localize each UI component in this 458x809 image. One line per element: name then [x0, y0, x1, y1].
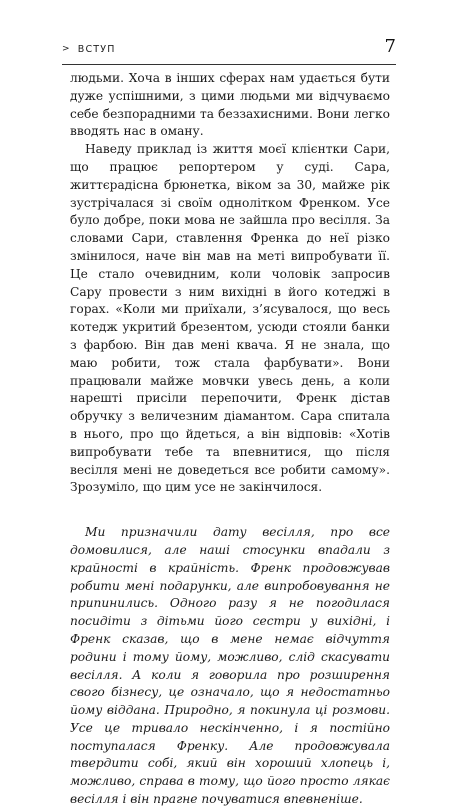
running-head-title: ВСТУП [77, 44, 116, 55]
page-body [70, 70, 390, 809]
header-divider [62, 64, 396, 65]
page-number: 7 [384, 36, 396, 57]
page-header [62, 36, 396, 60]
body-paragraph: Наведу приклад із життя моєї клієнтки Сари, що працює репортером у суді. Сара, життєрадісна брюнетка, віком за 30, майже рік зустрічалася зі своїм однолітком Френком. Усе було добре, поки мова не зайшла про весілля. За словами Сари, ставлення Френка до неї різко змінилося, наче він мав на меті випробувати її. Це стало очевидним, коли чоловік запросив Сару провести з ним вихідні в його котеджі в горах. «Коли ми приїхали, з’ясувалося, що весь котедж укритий брезентом, усюди стояли банки з фарбою. Він дав мені квача. Я не знала, що маю робити, тож стала фарбувати». Вони працювали майже мовчки увесь день, а коли нарешті присіли перепочити, Френк дістав обручку з величезним діамантом. Сара спитала в нього, про що йдеться, а він відповів: «Хотів випробувати тебе та впевнитися, що після весілля мені не доведеться все робити самому». Зрозуміло, що цим усе не закінчилося. [70, 142, 390, 495]
quote-paragraph: Ми призначили дату весілля, про все домовилися, але наші стосунки впадали з крайності в крайність. Френк продовжував робити мені подарунки, але випробовування не припинились. Одного разу я не погодилася посидіти з дітьми його сестри у вихідні, і Френк сказав, що в мене немає відчуття родини і тому йому, можливо, слід скасувати весілля. А коли я говорила про розширення свого бізнесу, це означало, що я недостатньо йому віддана. Природно, я покинула ці розмови. Усе це тривало нескінченно, і я постійно поступалася Френку. Але продовжувала твердити собі, який він хороший хлопець і, можливо, справа в тому, що його просто лякає весілля і він прагне почуватися впевненіше. [70, 525, 390, 807]
body-paragraph: людьми. Хоча в інших сферах нам удається бути дуже успішними, з цими людьми ми відчуваємо себе безпорадними та беззахисними. Вони легко вводять нас в оману. [70, 71, 390, 139]
chevron-right-icon: > [62, 44, 71, 54]
running-head [62, 44, 116, 55]
